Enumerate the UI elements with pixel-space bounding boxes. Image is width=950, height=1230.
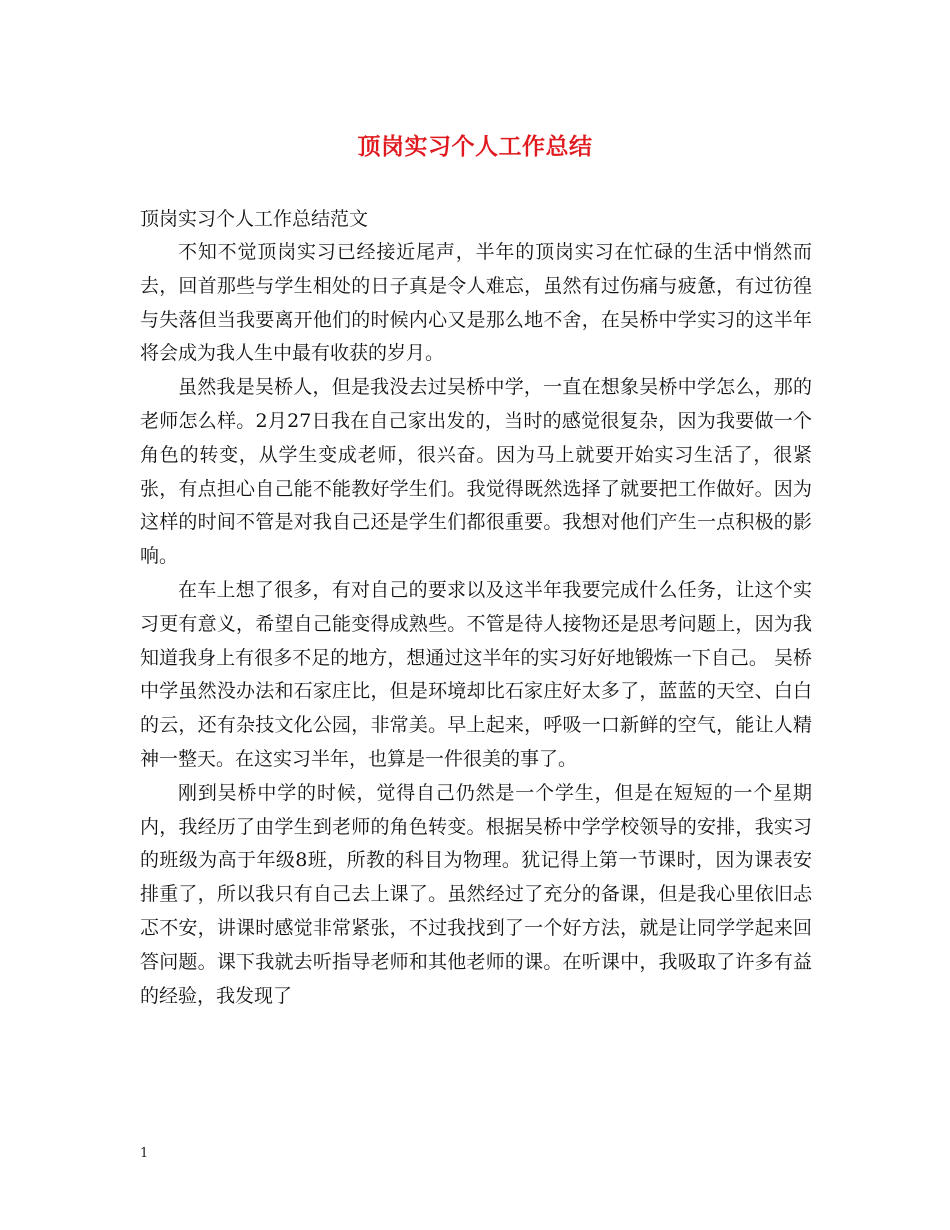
paragraph-1: 不知不觉顶岗实习已经接近尾声，半年的顶岗实习在忙碌的生活中悄然而去，回首那些与学生相处的日子真是令人难忘，虽然有过伤痛与疲惫，有过彷徨与失落但当我要离开他们的时候内心又是那么地不舍，在吴桥中学实习的这半年将会成为我人生中最有收获的岁月。: [140, 241, 812, 365]
document-subtitle: 顶岗实习个人工作总结范文: [140, 208, 369, 230]
paragraph-4: 刚到吴桥中学的时候，觉得自己仍然是一个学生，但是在短短的一个星期内，我经历了由学生到老师的角色转变。根据吴桥中学学校领导的安排，我实习的班级为高于年级8班，所教的科目为物理。犹记得上第一节课时，因为课表安排重了，所以我只有自己去上课了。虽然经过了充分的备课，但是我心里依旧忐忑不安，讲课时感觉非常紧张，不过我找到了一个好方法，就是让同学学起来回答问题。课下我就去听指导老师和其他老师的课。在听课中，我吸取了许多有益的经验，我发现了: [140, 781, 812, 1007]
paragraph-2: 虽然我是吴桥人，但是我没去过吴桥中学，一直在想象吴桥中学怎么，那的老师怎么样。2月27日我在自己家出发的，当时的感觉很复杂，因为我要做一个角色的转变，从学生变成老师，很兴奋。因为马上就要开始实习生活了，很紧张，有点担心自己能不能教好学生们。我觉得既然选择了就要把工作做好。因为这样的时间不管是对我自己还是学生们都很重要。我想对他们产生一点积极的影响。: [140, 376, 812, 568]
page-number: 1: [140, 1146, 149, 1161]
document-body: [140, 203, 812, 1013]
document-title: 顶岗实习个人工作总结: [357, 133, 593, 160]
paragraph-3: 在车上想了很多，有对自己的要求以及这半年我要完成什么任务，让这个实习更有意义，希望自己能变得成熟些。不管是待人接物还是思考问题上，因为我知道我身上有很多不足的地方，想通过这半年的实习好好地锻炼一下自己。 吴桥中学虽然没办法和石家庄比，但是环境却比石家庄好太多了，蓝蓝的天空、白白的云，还有杂技文化公园，非常美。早上起来，呼吸一口新鲜的空气，能让人精神一整天。在这实习半年，也算是一件很美的事了。: [140, 578, 812, 770]
